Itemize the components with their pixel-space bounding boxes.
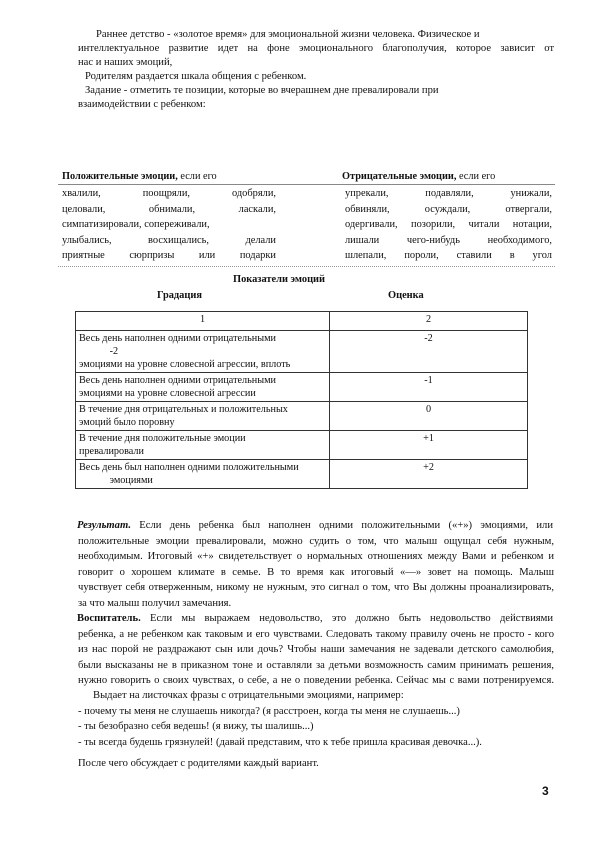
example-phrase: - ты безобразно себя ведешь! (я вижу, ты шалишь...)	[78, 721, 314, 732]
example-phrase: - ты всегда будешь грязнулей! (давай представим, что к тебе пришла красивая девочка...).	[78, 737, 482, 748]
list-item: упрекали, подавляли, унижали,	[345, 188, 552, 199]
educator-line: были высказаны не в приказном тоне и оставляли за детьми возможность самим принимать решения,	[78, 660, 554, 671]
negative-emotions-list	[345, 186, 552, 264]
scale-col-right: Оценка	[388, 290, 424, 301]
result-line: необходимым. Итоговый «+» свидетельствует о нормальных отношениях между Вами и ребенком и	[78, 551, 554, 562]
table-cell: 0	[330, 402, 528, 431]
cell-line: В течение дня отрицательных и положительных	[79, 404, 288, 415]
result-line: Результат. Если день ребенка был наполнен одними положительными («+») эмоциями, или	[77, 520, 553, 531]
cell-line: Весь день был наполнен одними положительными	[79, 462, 299, 473]
cell-line: эмоциями на уровне словесной агрессии	[79, 388, 256, 399]
cell-line: Весь день наполнен одними отрицательными	[79, 375, 276, 386]
cell-line: эмоциями	[79, 475, 153, 486]
positive-emotions-list	[62, 186, 276, 264]
result-line: за что малыш получил замечания.	[78, 598, 232, 609]
list-item: одергивали, позорили, читали нотации,	[345, 219, 552, 230]
scale-title: Показатели эмоций	[233, 274, 326, 285]
list-item: шлепали, пороли, ставили в угол	[345, 250, 552, 261]
list-item: обвиняли, осуждали, отвергали,	[345, 203, 552, 215]
educator-line: из нас порой не раздражают сын или дочь? Чтобы наши замечания не задевали детского самолюбия,	[78, 644, 554, 655]
table-row	[76, 331, 528, 373]
intro-line: Раннее детство - «золотое время» для эмоциональной жизни человека. Физическое и	[96, 29, 480, 40]
table-cell: +2	[330, 460, 528, 489]
table-cell: -2	[330, 331, 528, 373]
table-row	[76, 460, 528, 489]
divider	[58, 266, 555, 267]
intro-line: нас и наших эмоций,	[78, 57, 173, 68]
table-cell	[76, 431, 330, 460]
table-row	[76, 402, 528, 431]
list-item: улыбались, восхищались, делали	[62, 234, 276, 246]
intro-paragraph: Родителям раздается шкала общения с ребенком.	[85, 71, 307, 82]
table-row	[76, 312, 528, 331]
scale-col-left: Градация	[157, 290, 202, 301]
result-line: говорит о хорошем климате в семье. В то время как итоговый «—» зовет на помощь. Малыш	[78, 567, 554, 578]
result-line: положительные эмоции превалировали, можно судить о том, что малыш ощущал себя нужным,	[78, 536, 554, 547]
list-item: симпатизировали, сопереживали,	[62, 219, 210, 230]
handout-line: Выдает на листочках фразы с отрицательными эмоциями, например:	[93, 690, 404, 701]
task-line: взаимодействии с ребенком:	[78, 99, 206, 110]
negative-emotions-title: Отрицательные эмоции, если его	[342, 171, 496, 182]
emotion-scale-table	[75, 311, 528, 489]
educator-line: нужно говорить о своих чувствах, о себе, а не о поведении ребенка. Сейчас мы с вами потренируемся.	[78, 675, 554, 686]
table-cell: 2	[330, 312, 528, 331]
list-item: приятные сюрпризы или подарки	[62, 250, 276, 261]
list-item: целовали, обнимали, ласкали,	[62, 203, 276, 215]
cell-line: -2	[79, 346, 119, 357]
table-row	[76, 373, 528, 402]
result-line: чувствует себя отверженным, никому не нужным, это сигнал о том, что Вы должны проанализировать,	[78, 582, 554, 593]
example-phrase: - почему ты меня не слушаешь никогда? (я расстроен, когда ты меня не слушаешь...)	[78, 706, 460, 717]
cell-line: эмоциями на уровне словесной агрессии, вплоть	[79, 359, 291, 370]
list-item: хвалили, поощряли, одобряли,	[62, 188, 276, 199]
educator-line: ребенка, а не ребенком как таковым и его чувствами. Следовать такому правилу очень не просто - кого	[78, 629, 554, 640]
divider	[58, 184, 555, 185]
table-cell: 1	[76, 312, 330, 331]
cell-line: эмоций было поровну	[79, 417, 175, 428]
cell-line: Весь день наполнен одними отрицательными	[79, 333, 276, 344]
educator-line: Воспитатель. Если мы выражаем недовольство, это должно быть недовольство действиями	[77, 613, 553, 624]
intro-line: интеллектуальное развитие идет на фоне эмоционального благополучия, которое зависит от	[78, 43, 554, 54]
table-cell	[76, 402, 330, 431]
positive-emotions-title: Положительные эмоции, если его	[62, 171, 217, 182]
cell-line: В течение дня положительные эмоции	[79, 433, 246, 444]
table-cell	[76, 331, 330, 373]
page-number: 3	[542, 784, 549, 798]
table-row	[76, 431, 528, 460]
task-line: Задание - отметить те позиции, которые во вчерашнем дне превалировали при	[85, 85, 439, 96]
table-cell	[76, 460, 330, 489]
table-cell: -1	[330, 373, 528, 402]
closing-line: После чего обсуждает с родителями каждый вариант.	[78, 758, 319, 769]
cell-line: превалировали	[79, 446, 144, 457]
list-item: лишали чего-нибудь необходимого,	[345, 234, 552, 246]
table-cell	[76, 373, 330, 402]
table-cell: +1	[330, 431, 528, 460]
